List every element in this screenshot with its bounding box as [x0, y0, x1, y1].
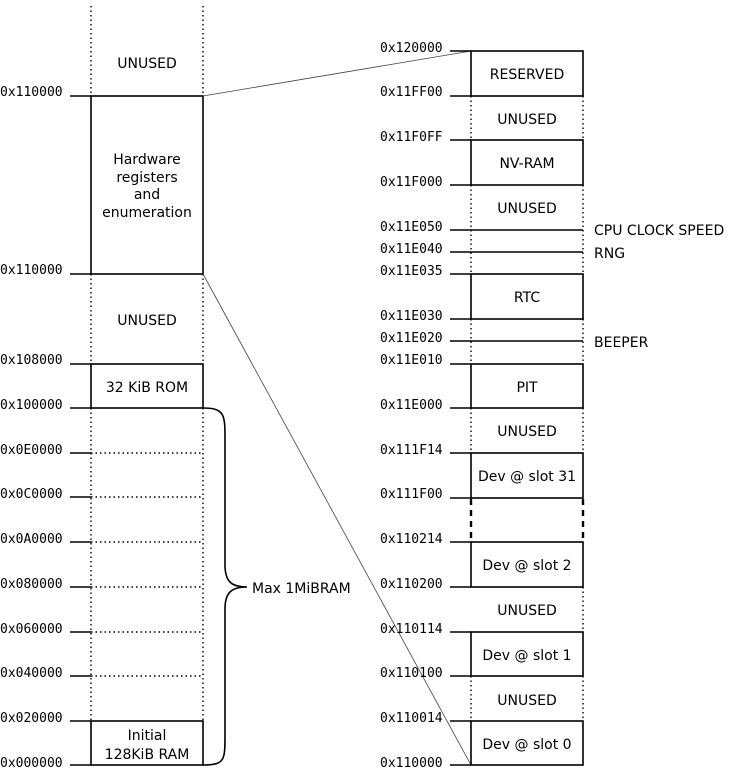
right-addr-label: 0x11E020 — [380, 331, 443, 346]
left-address-labels — [0, 85, 63, 771]
right-label-nvram: NV-RAM — [499, 156, 555, 172]
right-label-unused: UNUSED — [497, 424, 557, 440]
right-label-slot2: Dev @ slot 2 — [482, 558, 572, 574]
right-address-ticks — [450, 51, 471, 765]
right-addr-label: 0x11E030 — [380, 309, 443, 324]
right-addr-label: 0x120000 — [380, 41, 443, 56]
right-addr-label: 0x11E050 — [380, 220, 443, 235]
brace-label: Max 1MiBRAM — [252, 581, 351, 597]
right-label-slot0: Dev @ slot 0 — [482, 737, 572, 753]
right-addr-label: 0x110014 — [380, 711, 443, 726]
right-addr-label: 0x111F14 — [380, 443, 443, 458]
right-addr-label: 0x110200 — [380, 577, 443, 592]
left-addr-label: 0x110000 — [0, 263, 63, 278]
right-addr-label: 0x11E010 — [380, 353, 443, 368]
svg-text:Initial: Initial — [127, 728, 167, 744]
right-addr-label: 0x11FF00 — [380, 85, 443, 100]
zoom-line-bottom — [203, 274, 471, 765]
left-addr-label: 0x100000 — [0, 398, 63, 413]
right-addr-label: 0x110214 — [380, 532, 443, 547]
right-label-pit: PIT — [516, 380, 538, 396]
left-addr-label: 0x108000 — [0, 353, 63, 368]
right-addr-label: 0x11E000 — [380, 398, 443, 413]
right-block-labels — [478, 67, 576, 753]
right-addr-label: 0x110114 — [380, 622, 443, 637]
left-addr-label: 0x0C0000 — [0, 487, 63, 502]
left-addr-label: 0x0A0000 — [0, 532, 63, 547]
left-addr-label: 0x0E0000 — [0, 443, 63, 458]
left-rom-label: 32 KiB ROM — [105, 380, 189, 396]
left-addr-label: 0x000000 — [0, 756, 63, 771]
right-label-slot31: Dev @ slot 31 — [477, 469, 577, 485]
right-address-labels — [380, 41, 443, 771]
left-addr-label: 0x020000 — [0, 711, 63, 726]
ram-curly-brace — [203, 408, 247, 765]
left-unused-mid-label: UNUSED — [117, 313, 177, 329]
left-addr-label: 0x040000 — [0, 666, 63, 681]
right-label-unused: UNUSED — [497, 201, 557, 217]
right-label-unused: UNUSED — [497, 603, 557, 619]
left-address-ticks — [70, 96, 91, 765]
right-label-reserved: RESERVED — [489, 67, 565, 83]
right-gap-dashes — [471, 499, 583, 542]
right-addr-label: 0x110100 — [380, 666, 443, 681]
right-addr-label: 0x11E040 — [380, 242, 443, 257]
right-label-slot1: Dev @ slot 1 — [482, 648, 572, 664]
right-addr-label: 0x11F0FF — [380, 130, 443, 145]
left-ram-dotted-divisions — [91, 453, 203, 676]
right-addr-label: 0x110000 — [380, 756, 443, 771]
side-label-beeper: BEEPER — [594, 335, 649, 351]
svg-text:enumeration: enumeration — [102, 205, 192, 221]
side-label-cpu-clock: CPU CLOCK SPEED — [594, 223, 725, 239]
left-addr-label: 0x080000 — [0, 577, 63, 592]
left-addr-label: 0x060000 — [0, 622, 63, 637]
right-addr-label: 0x11E035 — [380, 264, 443, 279]
right-label-unused: UNUSED — [497, 112, 557, 128]
right-side-labels — [594, 223, 724, 351]
right-addr-label: 0x111F00 — [380, 487, 443, 502]
left-addr-label: 0x110000 — [0, 85, 63, 100]
svg-text:registers: registers — [116, 170, 178, 186]
left-hardware-label — [102, 152, 192, 221]
svg-text:and: and — [133, 187, 161, 203]
right-addr-label: 0x11F000 — [380, 175, 443, 190]
left-unused-top-label: UNUSED — [117, 56, 177, 72]
right-label-unused: UNUSED — [497, 693, 557, 709]
svg-text:128KiB RAM: 128KiB RAM — [104, 747, 190, 763]
svg-text:Hardware: Hardware — [113, 152, 181, 168]
side-label-rng: RNG — [594, 246, 626, 262]
left-ram-label — [105, 728, 190, 763]
right-label-rtc: RTC — [513, 290, 541, 306]
